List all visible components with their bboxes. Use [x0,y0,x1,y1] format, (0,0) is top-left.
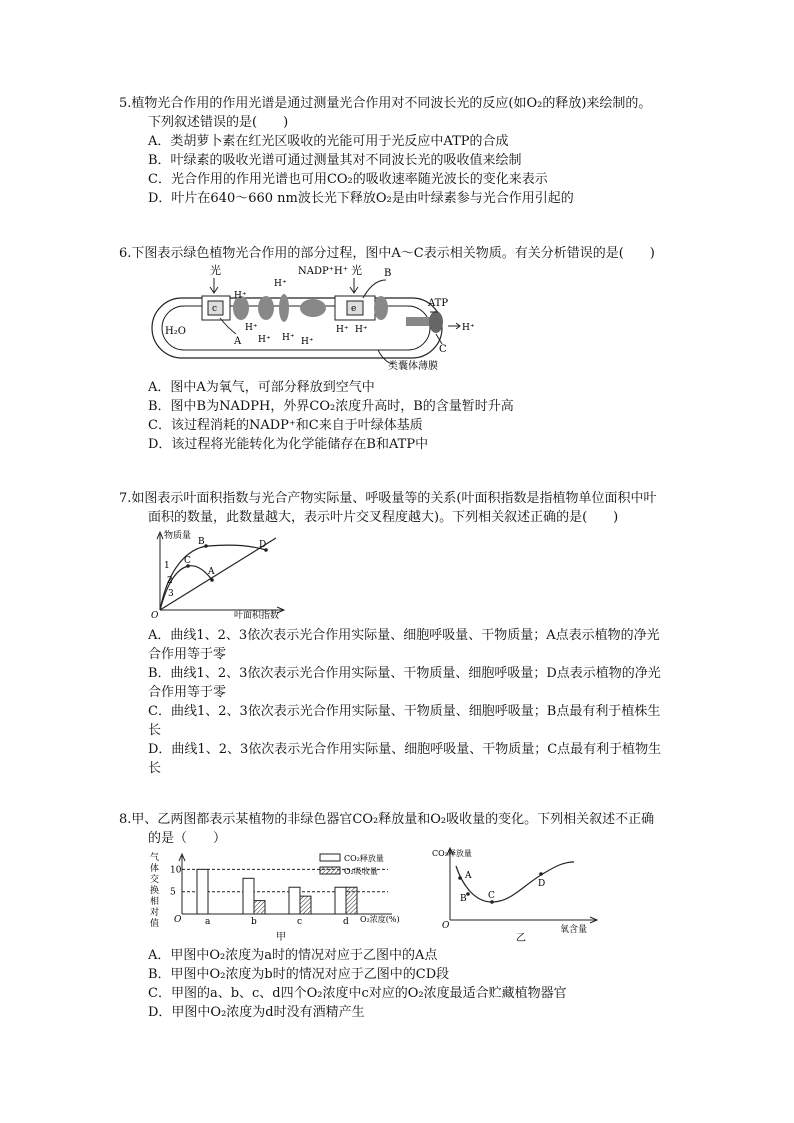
q8-option-d: D．甲图中O₂浓度为d时没有酒精产生 [148,1005,365,1020]
q8-yi-origin: O [442,921,450,931]
q6-light-label-1: 光 [210,264,221,277]
q8-jia-ylabel-1: 气 [150,853,160,863]
q7-options [119,626,709,778]
q6-h-6: H⁺ [336,325,349,335]
q8-jia-ylabel-6: 对 [150,908,160,918]
q6-light-arrow-1 [210,278,218,293]
q8-option-c: C．甲图的a、b、c、d四个O₂浓度中c对应的O₂浓度最适合贮藏植物器官 [148,986,567,1001]
q6-c-right-label: C [439,344,447,355]
q8-yi-ylabel: CO₂释放量 [432,849,472,858]
q8-yi-y-axis [447,848,453,920]
q8-yi-label-b: B [460,894,467,904]
q8-yi-label-c: C [488,891,495,901]
q7-option-a-line1: A．曲线1、2、3依次表示光合作用实际量、细胞呼吸量、干物质量；A点表示植物的净光 [148,628,660,643]
q8-yi-x-axis [450,917,597,923]
q7-x-label: 叶面积指数 [234,611,280,620]
q8-chart-yi [428,844,608,944]
q8-options [119,946,709,1022]
q8-jia-category-label: d [343,917,349,927]
q5-option-b: B．叶绿素的吸收光谱可通过测量其对不同波长光的吸收值来绘制 [148,153,522,168]
q6-light-arrow-2 [350,278,358,293]
q8-jia-legend-swatch-o2 [320,867,340,874]
q5-stem-line1: 5.植物光合作用的作用光谱是通过测量光合作用对不同波长光的反应(如O₂的释放)来绘制的。 [119,96,652,111]
q6-h-4: H⁺ [282,333,295,343]
q6-nadp-label: NADP⁺H⁺ [298,266,348,277]
q7-label-a: A [208,567,215,577]
q8-yi-label-a: A [465,871,472,881]
q6-h-right: H⁺ [462,323,475,333]
q6-c-label: c [212,304,218,314]
q7-point-b [204,544,208,548]
q8-jia-legend-o2: O₂吸收量 [344,867,378,876]
q8-yi-point-a [458,876,462,880]
q6-e-label: e [351,304,357,314]
question-5 [119,94,709,208]
q8-stem-line1: 8.甲、乙两图都表示某植物的非绿色器官CO₂释放量和O₂吸收量的变化。下列相关叙述不正确 [119,812,655,827]
q6-options [119,378,709,454]
q6-protein-5 [374,296,388,320]
q7-option-c-line1: C．曲线1、2、3依次表示光合作用实际量、干物质量、细胞呼吸量；B点最有利于植株生 [148,704,661,719]
q8-jia-ylabel-3: 交 [150,875,160,885]
q8-jia-bar-o2 [254,901,265,914]
q7-stem-line1: 7.如图表示叶面积指数与光合产物实际量、呼吸量等的关系(叶面积指数是指植物单位面积中叶 [119,491,657,506]
q6-membrane-label: 类囊体薄膜 [388,361,438,372]
q7-origin: O [151,611,159,620]
question-8 [119,810,709,848]
q7-option-c-line2: 长 [148,723,162,738]
q8-jia-category-label: a [205,917,211,927]
q8-jia-legend-swatch-co2 [320,854,340,861]
q6-b-label: B [384,268,392,279]
q6-option-c: C．该过程消耗的NADP⁺和C来自于叶绿体基质 [148,418,423,433]
q8-jia-bar-co2 [289,887,300,914]
q8-jia-ylabel-7: 值 [150,919,160,929]
q6-light-label-2: 光 [351,264,362,277]
q8-jia-ylabel-4: 换 [150,886,160,896]
q7-label-1: 1 [164,561,170,571]
q6-membrane-outer [152,298,442,358]
q5-option-d: D．叶片在640～660 nm波长光下释放O₂是由叶绿素参与光合作用引起的 [148,191,574,206]
q7-label-c: C [184,556,191,566]
q6-h-top: H⁺ [274,279,287,289]
q8-option-a: A．甲图中O₂浓度为a时的情况对应于乙图中的A点 [148,948,438,963]
q8-jia-ylabel-5: 相 [150,897,160,907]
q6-atp-synthase [429,311,443,333]
q7-leaf-area-figure [148,528,288,620]
q6-protein-4 [300,299,326,317]
q6-h-arrow-right [448,323,460,329]
q8-jia-bar-co2 [335,887,346,914]
q8-option-b: B．甲图中O₂浓度为b时的情况对应于乙图中的CD段 [148,967,450,982]
q8-yi-xlabel: 氧含量 [560,925,588,935]
q6-stem: 6.下图表示绿色植物光合作用的部分过程，图中A～C表示相关物质。有关分析错误的是( ) [119,246,655,261]
q7-stem-line2: 面积的数量，此数量越大，表示叶片交叉程度越大)。下列相关叙述正确的是( ) [148,510,619,525]
q6-atp-label: ATP [428,298,449,309]
q8-jia-legend-co2: CO₂释放量 [344,854,384,863]
q8-yi-curve [456,862,574,902]
q7-point-a [210,578,214,582]
q8-jia-bar-o2 [300,896,311,914]
q6-b-arrow [363,280,386,298]
q8-jia-category-label: b [251,917,257,927]
q8-jia-bar-o2 [346,887,357,914]
q7-option-b-line2: 合作用等于零 [148,685,227,700]
q7-label-3: 3 [168,589,174,599]
q8-jia-category-label: c [297,917,303,927]
q6-h-5: H⁺ [301,337,314,347]
q8-yi-label-d: D [538,879,546,889]
question-7 [119,489,709,527]
q8-jia-xlabel: O₂浓度(%) [360,915,400,924]
q8-yi-title: 乙 [516,933,526,944]
question-6 [119,244,709,263]
q8-yi-point-b [466,892,470,896]
q8-jia-y-axis [179,854,185,914]
q8-jia-bar-co2 [243,878,254,914]
q7-option-d-line1: D．曲线1、2、3依次表示光合作用实际量、细胞呼吸量、干物质量；C点最有利于植物生 [148,742,662,757]
q7-option-d-line2: 长 [148,761,162,776]
q6-a-label: A [234,336,242,347]
q7-curve-2 [160,566,212,610]
q7-label-2: 2 [167,576,173,586]
q6-h-7: H⁺ [355,325,368,335]
q8-jia-title: 甲 [276,932,286,943]
q8-jia-ytick: 10 [170,865,182,876]
q7-option-b-line1: B．曲线1、2、3依次表示光合作用实际量、干物质量、细胞呼吸量；D点表示植物的净光 [148,666,661,681]
q8-jia-ytick: 5 [170,887,176,898]
q6-protein-2 [258,296,274,320]
q5-option-c: C．光合作用的作用光谱也可用CO₂的吸收速率随光波长的变化来表示 [148,172,548,187]
q5-option-a: A．类胡萝卜素在红光区吸收的光能可用于光反应中ATP的合成 [148,134,509,149]
q6-option-a: A．图中A为氧气，可部分释放到空气中 [148,380,375,395]
q7-y-label: 物质量 [164,531,192,541]
q6-h-2: H⁺ [245,323,258,333]
q7-label-b: B [198,537,205,547]
q8-jia-origin: O [174,915,182,925]
q6-atp-synthase-stalk [406,317,432,326]
q6-h2o-label: H₂O [165,326,186,337]
q6-option-d: D．该过程将光能转化为化学能储存在B和ATP中 [148,437,429,452]
q7-option-a-line2: 合作用等于零 [148,647,227,662]
q6-option-b: B．图中B为NADPH，外界CO₂浓度升高时，B的含量暂时升高 [148,399,514,414]
q8-chart-jia [148,848,408,944]
q8-jia-bar-co2 [197,869,208,914]
q5-stem-line2: 下列叙述错误的是( ) [148,115,289,130]
q6-h-3: H⁺ [258,335,271,345]
q6-h-1: H⁺ [234,291,247,301]
q8-jia-ylabel-2: 体 [150,864,160,874]
q6-protein-3 [279,294,289,322]
q6-thylakoid-figure [148,262,493,372]
q7-label-d: D [259,540,267,550]
q8-stem-line2: 的是（ ） [148,831,227,846]
q8-yi-point-d [539,872,543,876]
